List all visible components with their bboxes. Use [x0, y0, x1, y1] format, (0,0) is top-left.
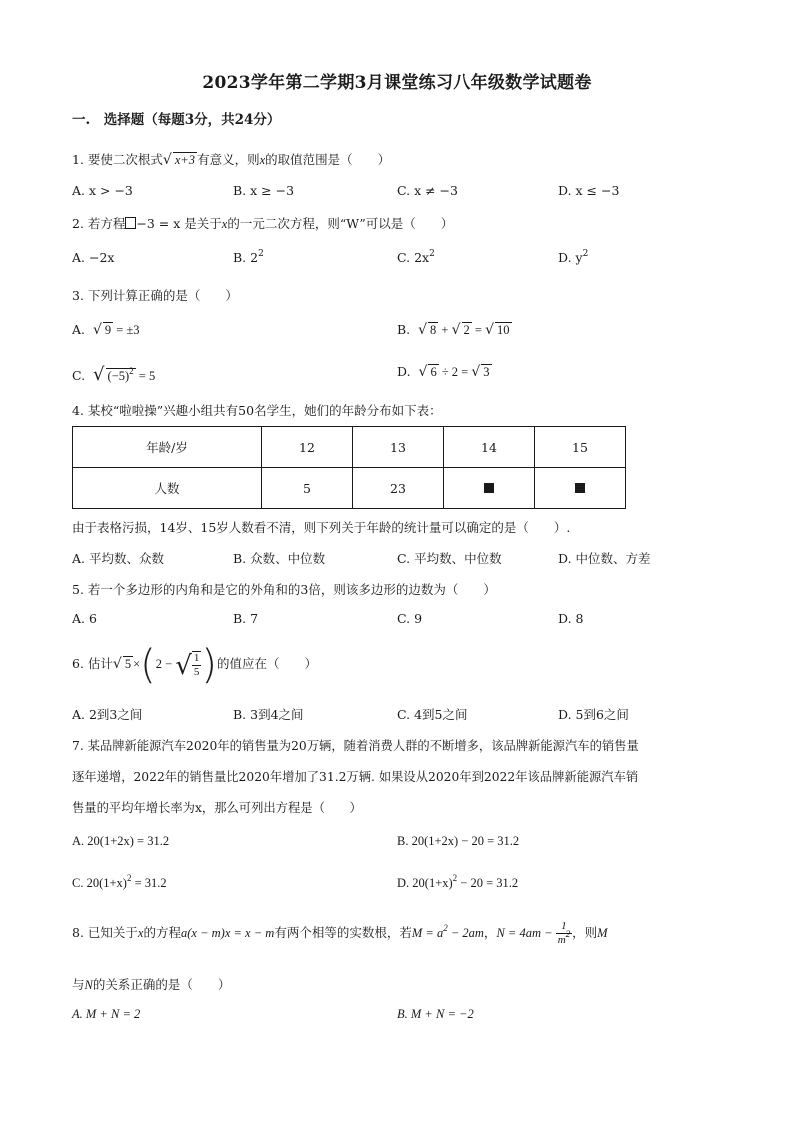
- q3-d-mid: ÷ 2 =: [438, 365, 472, 379]
- q2-b-exp: 2: [258, 249, 264, 259]
- q8-m-def-text: M = a: [411, 926, 444, 940]
- q3-option-a[interactable]: [72, 322, 140, 338]
- q7-d-exp: 2: [452, 873, 458, 883]
- q2-b-text: B. 2: [233, 250, 259, 265]
- table-cell: 14: [444, 427, 535, 468]
- q2-d-exp: 2: [582, 249, 589, 259]
- q7-option-a[interactable]: A. 20(1+2x) = 31.2: [72, 834, 170, 848]
- radical-sign: √: [93, 364, 105, 385]
- question-8-line-2: [72, 975, 230, 993]
- q3-a-rad: 9: [104, 323, 112, 337]
- q8-var-n: N: [84, 978, 93, 992]
- smudge-square-icon: [484, 483, 494, 493]
- q4-option-c[interactable]: C. 平均数、中位数: [397, 551, 502, 566]
- question-7-line-3: 售量的平均年增长率为x，那么可列出方程是（ ）: [72, 801, 362, 815]
- blank-box-icon: [125, 217, 136, 229]
- table-cell: 15: [535, 427, 626, 468]
- q6-option-d[interactable]: D. 5到6之间: [558, 707, 629, 722]
- q3-option-d[interactable]: [397, 364, 492, 380]
- q7-option-d[interactable]: [397, 873, 519, 891]
- q8-frac-num: 1: [556, 920, 572, 934]
- q3-b-label: B.: [397, 322, 411, 337]
- q8-text-b: 的方程: [143, 925, 181, 940]
- q2-option-c[interactable]: [397, 250, 435, 265]
- q7-option-b[interactable]: B. 20(1+2x) − 20 = 31.2: [397, 834, 520, 848]
- q2-text-c: 的一元二次方程，则“W”可以是（ ）: [227, 216, 454, 231]
- q8-line2-a: 与: [72, 977, 85, 992]
- q1-radicand: x+3: [174, 153, 196, 167]
- q3-b-rad2: 2: [463, 323, 470, 337]
- q3-a-label: A.: [72, 322, 86, 337]
- q5-option-d[interactable]: D. 8: [558, 611, 584, 626]
- right-paren: ): [201, 642, 217, 688]
- question-1-stem: [72, 150, 390, 168]
- q4-option-d[interactable]: D. 中位数、方差: [558, 551, 651, 566]
- q7-c-exp: 2: [126, 873, 132, 883]
- question-7-line-2: 逐年递增，2022年的销售量比2020年增加了31.2万辆. 如果设从2020年到2022年该品牌新能源汽车销: [72, 770, 639, 784]
- q6-option-a[interactable]: A. 2到3之间: [72, 707, 143, 722]
- q1-text-a: 1. 要使二次根式: [72, 152, 163, 167]
- page-title: 2023学年第二学期3月课堂练习八年级数学试题卷: [202, 73, 592, 93]
- q3-a-rest: = ±3: [113, 323, 140, 337]
- table-row: [73, 468, 626, 509]
- q2-var: x: [221, 217, 228, 231]
- q1-option-b[interactable]: B. x ≥ −3: [233, 183, 295, 198]
- question-8-stem: [72, 916, 608, 950]
- question-4-follow: 由于表格污损，14岁、15岁人数看不清，则下列关于年龄的统计量可以确定的是（ ）.: [72, 520, 571, 535]
- q3-b-rad1: 8: [430, 323, 437, 337]
- q5-option-c[interactable]: C. 9: [397, 611, 423, 626]
- q1-var: x: [259, 153, 266, 167]
- q6-two-minus: 2 −: [155, 657, 176, 671]
- question-2-stem: [72, 214, 453, 232]
- question-4-stem: 4. 某校“啦啦操”兴趣小组共有50名学生，她们的年龄分布如下表：: [72, 403, 442, 418]
- q7-c-post: = 31.2: [131, 876, 167, 890]
- q6-fraction: [192, 651, 202, 679]
- radical-sign: √: [92, 322, 102, 338]
- q6-text-b: 的值应在（ ）: [217, 656, 318, 671]
- q7-d-pre: D. 20(1+x): [397, 876, 453, 890]
- q6-frac-num: 1: [193, 651, 200, 664]
- q6-option-c[interactable]: C. 4到5之间: [397, 707, 468, 722]
- q3-b-rad3: 10: [497, 323, 510, 337]
- q3-c-label: C.: [72, 368, 86, 383]
- radical-sign: √: [485, 322, 495, 338]
- q8-line2-b: 的关系正确的是（ ）: [92, 977, 231, 992]
- q8-option-a[interactable]: A. M + N = 2: [72, 1007, 141, 1021]
- q1-text-c: 的取值范围是（ ）: [265, 152, 391, 167]
- table-cell: 13: [353, 427, 444, 468]
- q2-option-d[interactable]: [558, 250, 588, 265]
- q8-text-c: 有两个相等的实数根，若: [274, 925, 412, 940]
- table-cell: 5: [262, 468, 353, 509]
- q2-c-exp: 2: [429, 249, 435, 259]
- q7-d-post: − 20 = 31.2: [457, 876, 519, 890]
- q8-equation: a(x − m)x = x − m: [180, 926, 275, 940]
- q6-option-b[interactable]: B. 3到4之间: [233, 707, 304, 722]
- q3-d-label: D.: [397, 364, 411, 379]
- table-cell: [444, 468, 535, 509]
- table-cell: 12: [262, 427, 353, 468]
- question-6-stem: [72, 644, 317, 686]
- q3-c-radicand: [106, 368, 136, 383]
- q8-option-b[interactable]: B. M + N = −2: [397, 1007, 474, 1021]
- q7-option-c[interactable]: [72, 873, 167, 891]
- q8-var-m: M: [597, 926, 608, 940]
- section-heading: 一. 选择题（每题3分，共24分）: [72, 112, 281, 128]
- radical-sign: √: [418, 364, 428, 380]
- q1-option-d[interactable]: D. x ≤ −3: [558, 183, 620, 198]
- q2-text-a: 2. 若方程: [72, 216, 126, 231]
- q2-text-b: −3 = x 是关于: [136, 216, 222, 231]
- q3-c-rad: (−5): [107, 369, 130, 383]
- q3-option-b[interactable]: [397, 322, 512, 338]
- smudge-square-icon: [575, 483, 585, 493]
- q3-c-exp: 2: [129, 366, 134, 376]
- q4-option-a[interactable]: A. 平均数、众数: [72, 551, 164, 566]
- question-7-line-1: 7. 某品牌新能源汽车2020年的销售量为20万辆，随着消费人群的不断增多，该品牌新能源汽车的销售量: [72, 739, 639, 753]
- q7-c-pre: C. 20(1+x): [72, 876, 127, 890]
- q8-frac-den-m: m: [557, 934, 566, 946]
- q4-option-b[interactable]: B. 众数、中位数: [233, 551, 326, 566]
- q3-option-c[interactable]: [72, 364, 155, 385]
- q8-frac-den-exp: 2: [565, 929, 571, 939]
- radical-sign: √: [112, 656, 122, 672]
- q3-c-rest: = 5: [135, 369, 156, 383]
- q2-d-text: D. y: [558, 250, 583, 265]
- q3-b-eq: =: [471, 323, 486, 337]
- q5-option-a[interactable]: A. 6: [72, 611, 97, 626]
- radical-sign: √: [471, 364, 481, 380]
- q3-d-rad2: 3: [483, 365, 490, 379]
- question-3-stem: 3. 下列计算正确的是（ ）: [72, 288, 238, 303]
- q5-option-b[interactable]: B. 7: [233, 611, 259, 626]
- q8-m-def: [411, 923, 484, 940]
- radical-sign: √: [175, 651, 192, 681]
- table-header-cell: 年龄/岁: [73, 427, 262, 468]
- q2-option-b[interactable]: [233, 250, 264, 265]
- q3-b-plus: +: [438, 323, 452, 337]
- table-cell: 23: [353, 468, 444, 509]
- left-paren: (: [140, 642, 156, 688]
- q8-m-rest: − 2am: [447, 926, 484, 940]
- q2-c-text: C. 2x: [397, 250, 430, 265]
- q2-option-a[interactable]: A. −2x: [72, 250, 115, 265]
- q8-n-def: N = 4am −: [496, 926, 556, 940]
- q1-text-b: 有意义，则: [197, 152, 260, 167]
- table-row: [73, 427, 626, 468]
- q6-frac-den: 5: [193, 665, 200, 678]
- q8-m-exp: 2: [443, 923, 448, 933]
- q8-fraction: [556, 920, 572, 947]
- q8-var: x: [137, 926, 144, 940]
- table-header-cell: 人数: [73, 468, 262, 509]
- q6-times: ×: [133, 657, 141, 671]
- question-5-stem: 5. 若一个多边形的内角和是它的外角和的3倍，则该多边形的边数为（ ）: [72, 582, 496, 597]
- q3-d-rad: 6: [430, 365, 437, 379]
- radical-sign: √: [162, 152, 172, 168]
- q8-text-a: 8. 已知关于: [72, 925, 138, 940]
- q1-option-a[interactable]: A. x > −3: [72, 183, 133, 198]
- q6-text-a: 6. 估计: [72, 656, 113, 671]
- radical-sign: √: [418, 322, 428, 338]
- q8-frac-den: [556, 929, 572, 947]
- table-cell: [535, 468, 626, 509]
- q8-comma: ，: [483, 925, 497, 940]
- age-distribution-table: [72, 426, 626, 509]
- q8-text-d: ，则: [572, 925, 598, 940]
- radical-sign: √: [451, 322, 461, 338]
- q6-rad: 5: [124, 657, 132, 671]
- q1-option-c[interactable]: C. x ≠ −3: [397, 183, 458, 198]
